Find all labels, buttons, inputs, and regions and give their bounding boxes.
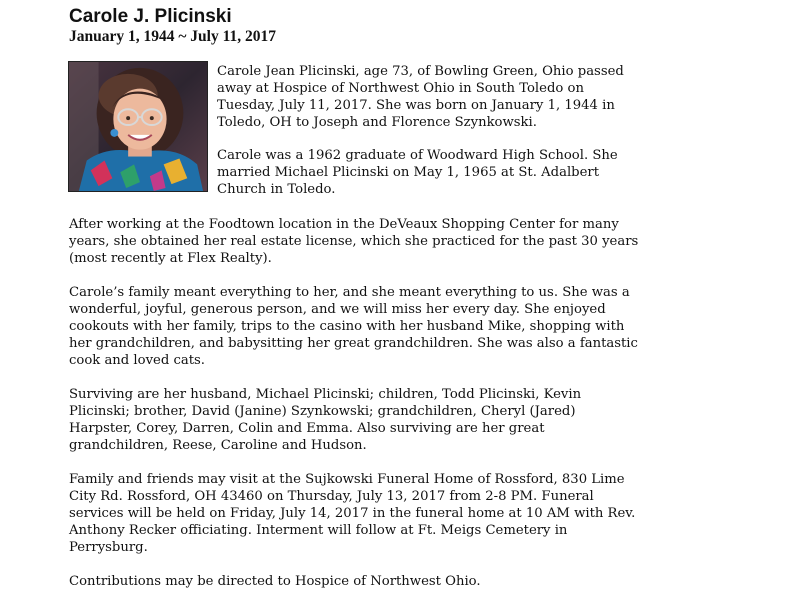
paragraph-career — [69, 216, 669, 267]
text-line: Carole’s family meant everything to her, and she meant everything to us. She was a — [69, 285, 630, 300]
text-line: married Michael Plicinski on May 1, 1965 at St. Adalbert — [217, 165, 600, 180]
obituary-name: Carole J. Plicinski — [69, 6, 232, 27]
text-line: Church in Toledo. — [217, 182, 336, 197]
text-line: years, she obtained her real estate license, which she practiced for the past 30 years — [69, 234, 639, 249]
text-line: After working at the Foodtown location in the DeVeaux Shopping Center for many — [69, 217, 619, 232]
text-line: away at Hospice of Northwest Ohio in South Toledo on — [217, 81, 584, 96]
text-line: Contributions may be directed to Hospice of Northwest Ohio. — [69, 574, 481, 589]
paragraph-survivors — [69, 386, 669, 454]
paragraph-contributions — [69, 573, 669, 590]
paragraph-family — [69, 284, 669, 369]
text-line: City Rd. Rossford, OH 43460 on Thursday, July 13, 2017 from 2-8 PM. Funeral — [69, 489, 594, 504]
text-line: Anthony Recker officiating. Interment will follow at Ft. Meigs Cemetery in — [69, 523, 568, 538]
text-line: services will be held on Friday, July 14, 2017 in the funeral home at 10 AM with Rev. — [69, 506, 636, 521]
text-line: Harpster, Corey, Darren, Colin and Emma. Also surviving are her great — [69, 421, 545, 436]
portrait-photo — [68, 61, 208, 192]
text-line: cook and loved cats. — [69, 353, 205, 368]
paragraph-services — [69, 471, 669, 556]
text-line: Plicinski; brother, David (Janine) Szynkowski; grandchildren, Cheryl (Jared) — [69, 404, 576, 419]
text-line: Perrysburg. — [69, 540, 148, 555]
obituary-dates: January 1, 1944 ~ July 11, 2017 — [69, 28, 277, 45]
paragraph-school — [217, 147, 657, 198]
text-line: cookouts with her family, trips to the casino with her husband Mike, shopping with — [69, 319, 625, 334]
text-line: Carole was a 1962 graduate of Woodward High School. She — [217, 148, 618, 163]
text-line: Carole Jean Plicinski, age 73, of Bowling Green, Ohio passed — [217, 64, 624, 79]
text-line: Family and friends may visit at the Sujkowski Funeral Home of Rossford, 830 Lime — [69, 472, 625, 487]
text-line: Tuesday, July 11, 2017. She was born on January 1, 1944 in — [217, 98, 615, 113]
portrait-image — [69, 62, 207, 191]
text-line: her grandchildren, and babysitting her great grandchildren. She was also a fantastic — [69, 336, 638, 351]
text-line: Surviving are her husband, Michael Plicinski; children, Todd Plicinski, Kevin — [69, 387, 582, 402]
text-line: wonderful, joyful, generous person, and we will miss her every day. She enjoyed — [69, 302, 606, 317]
text-line: Toledo, OH to Joseph and Florence Szynkowski. — [217, 115, 537, 130]
text-line: grandchildren, Reese, Caroline and Hudson. — [69, 438, 367, 453]
text-line: (most recently at Flex Realty). — [69, 251, 272, 266]
paragraph-intro — [217, 63, 657, 131]
